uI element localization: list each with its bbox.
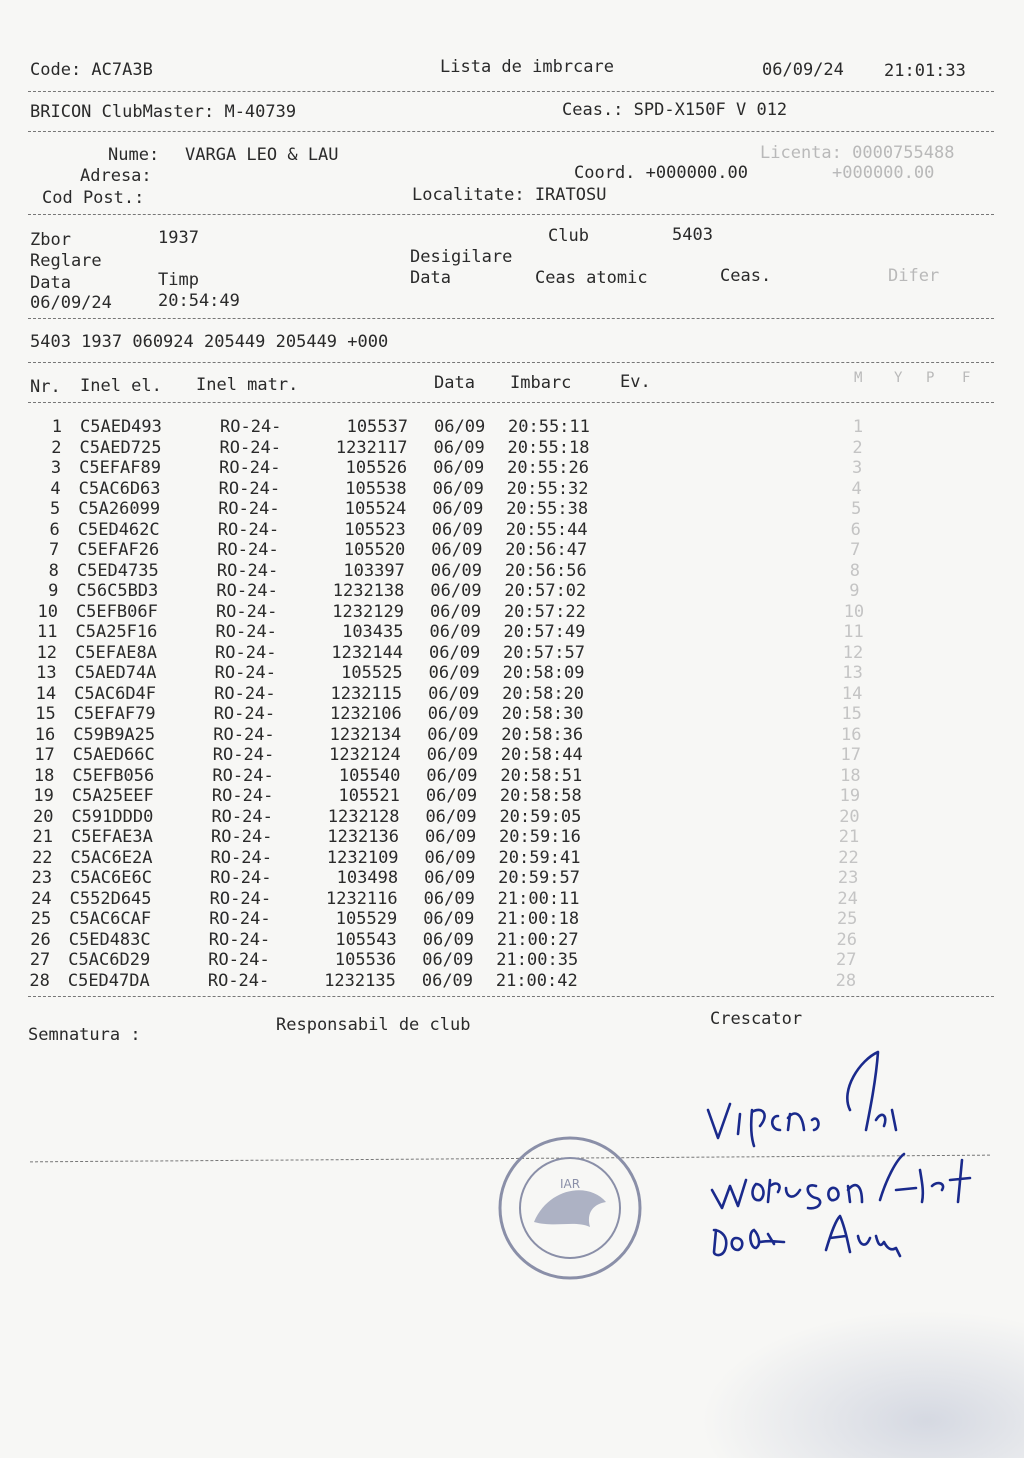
- boarding-time: 20:58:36: [501, 724, 584, 745]
- col-p: P: [926, 370, 935, 386]
- electronic-ring: C5EFB056: [72, 765, 155, 786]
- row-number: 5: [49, 499, 61, 519]
- ring-prefix: RO-24-: [214, 683, 276, 704]
- ring-prefix: RO-24-: [219, 437, 281, 458]
- row-number: 11: [37, 622, 58, 642]
- electronic-ring: C5AED66C: [72, 745, 155, 765]
- ring-prefix: RO-24-: [215, 601, 278, 622]
- row-number: 28: [29, 970, 50, 991]
- club-label: Club: [548, 226, 589, 246]
- ring-number: 1232116: [325, 888, 398, 909]
- unsealing-label: Desigilare: [410, 247, 513, 267]
- row-number: 12: [36, 642, 58, 663]
- divider: [28, 402, 994, 403]
- row-number: 25: [30, 909, 52, 929]
- row-index-mark: 25: [836, 909, 858, 929]
- divider: [28, 91, 994, 92]
- row-number: 26: [30, 929, 51, 950]
- boarding-time: 21:00:11: [497, 888, 580, 909]
- boarding-time: 20:59:16: [499, 827, 581, 847]
- row-index-mark: 2: [852, 437, 863, 458]
- electronic-ring: C5AC6CAF: [69, 909, 152, 929]
- clubmaster-id: BRICON ClubMaster: M-40739: [30, 102, 297, 122]
- table-row: [0, 622, 1024, 643]
- boarding-date: 06/09: [424, 847, 476, 868]
- ring-prefix: RO-24-: [207, 970, 270, 991]
- difference-label: Difer: [888, 266, 940, 286]
- row-index-mark: 23: [837, 868, 859, 888]
- scan-shadow: [700, 1310, 1024, 1458]
- boarding-time: 21:00:27: [496, 929, 579, 950]
- boarding-time: 20:55:32: [506, 478, 589, 499]
- row-number: 10: [37, 601, 58, 622]
- ring-prefix: RO-24-: [217, 540, 279, 560]
- print-time: 21:01:33: [884, 61, 966, 81]
- electronic-ring: C5ED462C: [77, 519, 160, 540]
- electronic-ring: C5AC6E2A: [70, 847, 153, 868]
- row-index-mark: 3: [851, 458, 863, 478]
- setting-date: 06/09/24: [30, 293, 112, 313]
- row-index-mark: 4: [851, 478, 862, 499]
- electronic-ring: C5ED4735: [76, 560, 159, 581]
- row-number: 16: [34, 724, 56, 745]
- table-row: [0, 499, 1024, 520]
- electronic-ring: C5EFB06F: [75, 601, 158, 622]
- col-date: Data: [434, 373, 475, 393]
- row-index-mark: 15: [841, 704, 862, 724]
- date-label: Data: [30, 273, 71, 293]
- boarding-date: 06/09: [424, 868, 476, 888]
- club-number: 5403: [672, 225, 713, 245]
- electronic-ring: C5AC6E6C: [70, 868, 152, 888]
- ring-prefix: RO-24-: [209, 888, 272, 909]
- boarding-time: 20:58:30: [501, 704, 584, 724]
- pigeon-icon: [534, 1190, 606, 1227]
- table-row: [0, 704, 1024, 725]
- breeder-label: Crescator: [710, 1009, 803, 1029]
- electronic-ring: C59B9A25: [73, 724, 156, 745]
- boarding-date: 06/09: [425, 786, 478, 806]
- boarding-date: 06/09: [425, 806, 477, 827]
- boarding-date: 06/09: [432, 478, 484, 499]
- divider: [28, 362, 994, 363]
- boarding-time: 20:55:18: [507, 437, 590, 458]
- name-label: Nume:: [108, 145, 160, 165]
- row-index-mark: 20: [839, 806, 860, 827]
- ring-number: 105525: [341, 663, 403, 683]
- ring-prefix: RO-24-: [217, 519, 280, 540]
- boarding-date: 06/09: [431, 540, 483, 560]
- row-index-mark: 5: [851, 499, 862, 519]
- license: Licenta: 0000755488: [760, 143, 955, 163]
- row-number: 7: [49, 540, 60, 560]
- row-index-mark: 19: [839, 786, 861, 806]
- ring-number: 1232129: [332, 601, 404, 622]
- boarding-time: 21:00:42: [495, 970, 578, 991]
- table-row: [0, 684, 1024, 705]
- ring-prefix: RO-24-: [213, 724, 275, 745]
- ring-number: 1232136: [327, 827, 399, 847]
- boarding-date: 06/09: [422, 929, 474, 950]
- ring-prefix: RO-24-: [212, 765, 274, 786]
- clock-label: Ceas.: [720, 266, 772, 286]
- boarding-time: 20:57:49: [503, 622, 586, 642]
- electronic-ring: C5EFAF89: [79, 458, 161, 478]
- ring-number: 105538: [345, 478, 407, 499]
- electronic-ring: C5A26099: [78, 499, 161, 519]
- ring-prefix: RO-24-: [211, 827, 273, 847]
- divider: [28, 318, 994, 319]
- electronic-ring: C5EFAF79: [73, 704, 156, 724]
- row-index-mark: 26: [836, 929, 857, 950]
- boarding-date: 06/09: [429, 601, 482, 622]
- row-index-mark: 10: [843, 601, 865, 622]
- coordinates-2: +000000.00: [832, 163, 935, 183]
- boarding-time: 20:55:38: [506, 499, 589, 519]
- ring-prefix: RO-24-: [210, 868, 272, 888]
- row-index-mark: 8: [849, 560, 860, 581]
- ring-prefix: RO-24-: [214, 663, 277, 683]
- row-index-mark: 14: [841, 683, 863, 704]
- ring-prefix: RO-24-: [212, 745, 275, 765]
- table-row: [0, 479, 1024, 500]
- table-row: [0, 868, 1024, 889]
- electronic-ring: C5EFAE3A: [71, 827, 153, 847]
- date-label-2: Data: [410, 268, 451, 288]
- ring-number: 105536: [334, 950, 397, 970]
- col-f: F: [962, 370, 971, 386]
- boarding-time: 20:58:44: [500, 745, 583, 765]
- boarding-time: 20:56:47: [505, 540, 588, 560]
- boarding-date: 06/09: [426, 745, 478, 765]
- ring-number: 1232115: [330, 683, 403, 704]
- boarding-date: 06/09: [429, 642, 481, 663]
- electronic-ring: C5ED47DA: [67, 970, 150, 991]
- electronic-ring: C56C5BD3: [76, 581, 159, 601]
- electronic-ring: C5EFAF26: [77, 540, 160, 560]
- boarding-time: 20:59:57: [498, 868, 580, 888]
- electronic-ring: C5A25F16: [75, 622, 158, 642]
- ring-number: 1232138: [332, 581, 405, 601]
- boarding-date: 06/09: [432, 499, 484, 519]
- atomic-clock-label: Ceas atomic: [535, 268, 648, 288]
- boarding-time: 20:55:44: [505, 519, 588, 540]
- flight-label: Zbor: [30, 230, 71, 250]
- col-ev: Ev.: [620, 372, 651, 392]
- col-electronic-ring: Inel el.: [80, 376, 162, 396]
- club-stamp: [494, 1132, 646, 1284]
- boarding-time: 20:55:11: [508, 417, 590, 437]
- ring-prefix: RO-24-: [216, 581, 278, 601]
- ring-prefix: RO-24-: [215, 642, 277, 663]
- table-row: [0, 602, 1024, 623]
- table-row: [0, 766, 1024, 787]
- row-number: 23: [31, 868, 53, 888]
- ring-prefix: RO-24-: [216, 560, 279, 581]
- ring-number: 105521: [338, 786, 400, 806]
- boarding-date: 06/09: [421, 970, 474, 991]
- boarding-date: 06/09: [433, 458, 485, 478]
- row-number: 3: [50, 458, 62, 478]
- table-row: [0, 581, 1024, 602]
- boarding-date: 06/09: [433, 437, 485, 458]
- signature-label: Semnatura :: [28, 1025, 141, 1045]
- row-index-mark: 13: [842, 663, 863, 683]
- row-index-mark: 1: [852, 417, 864, 437]
- boarding-time: 20:57:02: [504, 581, 587, 601]
- print-date: 06/09/24: [762, 60, 844, 80]
- electronic-ring: C552D645: [69, 888, 152, 909]
- electronic-ring: C5AED74A: [74, 663, 157, 683]
- table-row: [0, 848, 1024, 869]
- ring-number: 105524: [344, 499, 407, 519]
- table-row: [0, 786, 1024, 807]
- row-index-mark: 16: [841, 724, 862, 745]
- boarding-date: 06/09: [430, 581, 482, 601]
- boarding-date: 06/09: [431, 519, 483, 540]
- table-row: [0, 458, 1024, 479]
- boarding-time: 20:59:05: [499, 806, 582, 827]
- ring-number: 103498: [336, 868, 399, 888]
- row-index-mark: 9: [849, 581, 860, 601]
- table-row: [0, 540, 1024, 561]
- row-number: 1: [51, 417, 62, 437]
- ring-prefix: RO-24-: [213, 704, 276, 724]
- ring-number: 1232128: [327, 806, 400, 827]
- ring-number: 105520: [343, 540, 406, 560]
- row-number: 27: [29, 950, 51, 970]
- row-index-mark: 11: [843, 622, 864, 642]
- row-number: 17: [34, 745, 55, 765]
- ring-number: 1232134: [329, 724, 402, 745]
- electronic-ring: C5AED725: [79, 437, 162, 458]
- table-row: [0, 909, 1024, 930]
- boarding-time: 20:57:57: [503, 642, 585, 663]
- table-row: [0, 520, 1024, 541]
- boarding-date: 06/09: [425, 827, 477, 847]
- boarding-time: 20:58:51: [500, 765, 583, 786]
- setting-label: Reglare: [30, 251, 102, 271]
- row-number: 6: [49, 519, 60, 540]
- setting-time: 20:54:49: [158, 291, 240, 311]
- electronic-ring: C5ED483C: [68, 929, 151, 950]
- electronic-ring: C591DDD0: [71, 806, 154, 827]
- col-m: M: [854, 370, 863, 386]
- ring-prefix: RO-24-: [219, 458, 281, 478]
- ring-prefix: RO-24-: [210, 847, 272, 868]
- ring-number: 105529: [335, 909, 398, 929]
- table-row: [0, 889, 1024, 910]
- time-label: Timp: [158, 270, 199, 290]
- ring-number: 105523: [344, 519, 406, 540]
- row-number: 24: [31, 888, 52, 909]
- boarding-date: 06/09: [434, 417, 486, 437]
- boarding-time: 21:00:35: [496, 950, 579, 970]
- divider: [28, 131, 994, 132]
- col-boarding: Imbarc: [510, 373, 572, 393]
- row-number: 4: [50, 478, 61, 499]
- row-number: 2: [51, 437, 62, 458]
- boarding-date: 06/09: [427, 724, 479, 745]
- row-number: 19: [33, 786, 54, 806]
- electronic-ring: C5AED493: [80, 417, 162, 437]
- row-number: 18: [33, 765, 55, 786]
- ring-prefix: RO-24-: [208, 950, 270, 970]
- boarding-date: 06/09: [426, 765, 478, 786]
- ring-number: 1232144: [331, 642, 404, 663]
- flight-code-line: 5403 1937 060924 205449 205449 +000: [30, 332, 389, 352]
- table-row: [0, 930, 1024, 951]
- row-number: 13: [36, 663, 57, 683]
- row-number: 15: [35, 704, 56, 724]
- boarding-date: 06/09: [422, 950, 474, 970]
- table-row: [0, 561, 1024, 582]
- boarding-date: 06/09: [428, 663, 480, 683]
- boarding-date: 06/09: [423, 888, 475, 909]
- stamp-center: IAR: [559, 1177, 581, 1191]
- locality: Localitate: IRATOSU: [412, 185, 607, 205]
- ring-prefix: RO-24-: [211, 806, 273, 827]
- table-row: [0, 417, 1024, 438]
- row-number: 8: [48, 560, 59, 581]
- table-row: [0, 971, 1024, 992]
- coordinates: Coord. +000000.00: [574, 163, 748, 183]
- divider: [28, 996, 994, 997]
- ring-prefix: RO-24-: [209, 909, 271, 929]
- boarding-time: 20:58:58: [499, 786, 582, 806]
- col-nr: Nr.: [30, 377, 61, 397]
- postal-code-label: Cod Post.:: [42, 188, 145, 208]
- table-row: [0, 807, 1024, 828]
- ring-prefix: RO-24-: [211, 786, 274, 806]
- ring-number: 105526: [345, 458, 408, 478]
- table-row: [0, 438, 1024, 459]
- ring-prefix: RO-24-: [215, 622, 277, 642]
- ring-number: 103435: [342, 622, 404, 642]
- boarding-date: 06/09: [423, 909, 475, 929]
- row-index-mark: 18: [840, 765, 861, 786]
- ring-prefix: RO-24-: [208, 929, 271, 950]
- divider: [28, 214, 994, 215]
- col-y: Y: [894, 370, 903, 386]
- ring-prefix: RO-24-: [218, 478, 281, 499]
- row-index-mark: 7: [850, 540, 861, 560]
- boarding-date: 06/09: [428, 683, 480, 704]
- boarding-date: 06/09: [427, 704, 479, 724]
- table-row: [0, 827, 1024, 848]
- table-row: [0, 950, 1024, 971]
- row-number: 21: [32, 827, 53, 847]
- table-row: [0, 643, 1024, 664]
- ring-prefix: RO-24-: [218, 499, 280, 519]
- row-index-mark: 21: [838, 827, 860, 847]
- boarding-time: 20:57:22: [503, 601, 586, 622]
- electronic-ring: C5AC6D29: [68, 950, 151, 970]
- ring-number: 105540: [338, 765, 401, 786]
- row-index-mark: 27: [836, 950, 857, 970]
- address-label: Adresa:: [80, 166, 152, 186]
- document-title: Lista de imbrcare: [440, 57, 614, 77]
- owner-name: VARGA LEO & LAU: [185, 145, 339, 165]
- flight-number: 1937: [158, 228, 199, 248]
- table-row: [0, 725, 1024, 746]
- code: Code: AC7A3B: [30, 60, 153, 80]
- ring-prefix: RO-24-: [220, 417, 282, 437]
- electronic-ring: C5EFAE8A: [75, 642, 157, 663]
- ring-number: 103397: [343, 560, 405, 581]
- boarding-date: 06/09: [429, 622, 481, 642]
- row-index-mark: 17: [840, 745, 862, 765]
- row-number: 14: [35, 683, 57, 704]
- ring-number: 1232135: [324, 970, 396, 991]
- col-ring-number: Inel matr.: [196, 375, 299, 395]
- boarding-time: 20:58:20: [502, 683, 585, 704]
- row-number: 22: [32, 847, 53, 868]
- electronic-ring: C5AC6D4F: [74, 683, 157, 704]
- row-index-mark: 12: [842, 642, 864, 663]
- table-row: [0, 745, 1024, 766]
- boarding-time: 20:56:56: [504, 560, 587, 581]
- ring-number: 1232106: [330, 704, 402, 724]
- ring-number: 105537: [346, 417, 408, 437]
- boarding-date: 06/09: [430, 560, 483, 581]
- club-responsible-label: Responsabil de club: [276, 1015, 471, 1035]
- row-index-mark: 6: [850, 519, 861, 540]
- boarding-time: 20:55:26: [507, 458, 589, 478]
- electronic-ring: C5A25EEF: [71, 786, 154, 806]
- row-index-mark: 28: [835, 970, 857, 991]
- row-number: 9: [48, 581, 59, 601]
- boarding-time: 21:00:18: [497, 909, 580, 929]
- ring-number: 1232109: [326, 847, 399, 868]
- boarding-time: 20:59:41: [498, 847, 581, 868]
- ring-number: 1232117: [335, 437, 408, 458]
- row-number: 20: [32, 806, 54, 827]
- ring-number: 105543: [335, 929, 397, 950]
- handwritten-signatures: [700, 1030, 1000, 1280]
- row-index-mark: 22: [838, 847, 859, 868]
- boarding-time: 20:58:09: [502, 663, 585, 683]
- row-index-mark: 24: [837, 888, 858, 909]
- table-row: [0, 663, 1024, 684]
- electronic-ring: C5AC6D63: [78, 478, 161, 499]
- clock-id: Ceas.: SPD-X150F V 012: [562, 100, 788, 120]
- ring-number: 1232124: [329, 745, 401, 765]
